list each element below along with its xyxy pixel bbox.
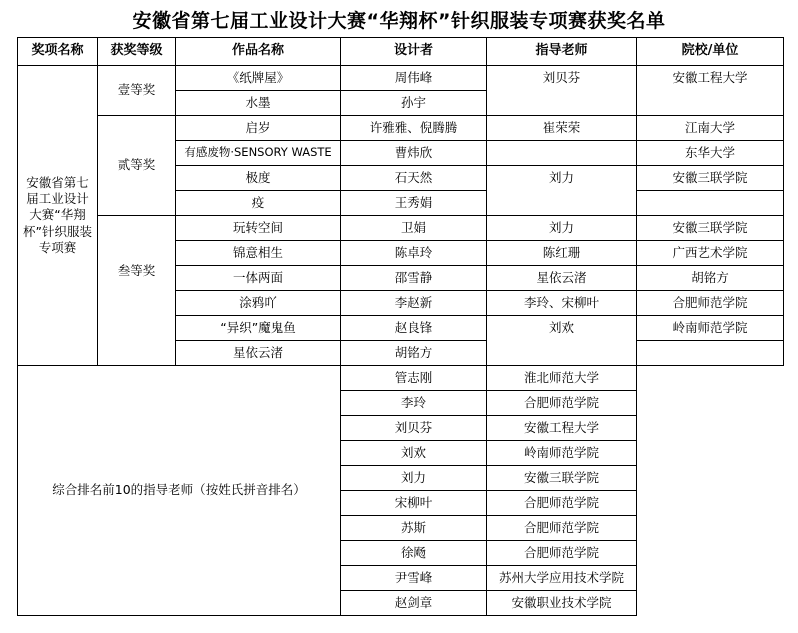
designer-cell: 胡铭方 xyxy=(341,341,487,366)
work-cell: 极度 xyxy=(176,166,341,191)
school-cell: 安徽三联学院 xyxy=(637,216,784,241)
award-level: 叁等奖 xyxy=(98,216,176,366)
school-cell: 岭南师范学院 xyxy=(637,316,784,341)
table-row xyxy=(18,66,784,91)
header-cell: 院校/单位 xyxy=(637,38,784,66)
teacher-cell: 李玲 xyxy=(341,391,487,416)
school-cell: 淮北师范大学 xyxy=(487,366,637,391)
designer-cell: 李赵新 xyxy=(341,291,487,316)
teacher-cell: 徐飏 xyxy=(341,541,487,566)
teacher-cell: 宋柳叶 xyxy=(341,491,487,516)
award-table xyxy=(17,37,784,616)
summary-label: 综合排名前10的指导老师（按姓氏拼音排名） xyxy=(18,366,341,616)
school-cell: 江南大学 xyxy=(637,116,784,141)
work-cell: 疫 xyxy=(176,191,341,216)
teacher-cell: 尹雪峰 xyxy=(341,566,487,591)
designer-cell: 曹炜欣 xyxy=(341,141,487,166)
header-cell: 作品名称 xyxy=(176,38,341,66)
school-cell: 合肥师范学院 xyxy=(487,491,637,516)
header-row xyxy=(18,38,784,66)
teacher-cell: 陈红珊 xyxy=(487,241,637,266)
teacher-cell: 崔荣荣 xyxy=(487,116,637,141)
work-cell: 有感废物·SENSORY WASTE xyxy=(176,141,341,166)
school-cell: 合肥师范学院 xyxy=(487,516,637,541)
school-cell: 安徽职业技术学院 xyxy=(487,591,637,616)
teacher-cell: 赵剑章 xyxy=(341,591,487,616)
designer-cell: 孙宇 xyxy=(341,91,487,116)
designer-cell: 许雅雅、倪腾腾 xyxy=(341,116,487,141)
teacher-cell: 苏斯 xyxy=(341,516,487,541)
award-level: 贰等奖 xyxy=(98,116,176,216)
school-cell: 岭南师范学院 xyxy=(487,441,637,466)
school-cell: 胡铭方 xyxy=(637,266,784,291)
school-cell: 苏州大学应用技术学院 xyxy=(487,566,637,591)
header-cell: 设计者 xyxy=(341,38,487,66)
work-cell: 水墨 xyxy=(176,91,341,116)
teacher-cell: 刘力 xyxy=(341,466,487,491)
work-cell: 启岁 xyxy=(176,116,341,141)
school-cell: 东华大学 xyxy=(637,141,784,166)
school-cell: 安徽三联学院 xyxy=(487,466,637,491)
school-cell: 安徽工程大学 xyxy=(487,416,637,441)
header-cell: 获奖等级 xyxy=(98,38,176,66)
table-row xyxy=(18,216,784,241)
school-cell: 广西艺术学院 xyxy=(637,241,784,266)
teacher-cell xyxy=(487,141,637,166)
header-cell: 奖项名称 xyxy=(18,38,98,66)
designer-cell: 周伟峰 xyxy=(341,66,487,91)
table-row xyxy=(18,116,784,141)
teacher-cell: 刘力 xyxy=(487,166,637,216)
teacher-cell: 刘欢 xyxy=(341,441,487,466)
designer-cell: 王秀娟 xyxy=(341,191,487,216)
work-cell: 涂鸦吖 xyxy=(176,291,341,316)
work-cell: 玩转空间 xyxy=(176,216,341,241)
designer-cell: 赵良锋 xyxy=(341,316,487,341)
designer-cell: 石天然 xyxy=(341,166,487,191)
teacher-cell: 刘贝芬 xyxy=(487,66,637,116)
teacher-cell: 刘贝芬 xyxy=(341,416,487,441)
table-row xyxy=(18,366,784,391)
award-level: 壹等奖 xyxy=(98,66,176,116)
designer-cell: 陈卓玲 xyxy=(341,241,487,266)
school-cell: 合肥师范学院 xyxy=(487,541,637,566)
teacher-cell: 管志刚 xyxy=(341,366,487,391)
school-cell xyxy=(637,341,784,366)
teacher-cell: 星依云渚 xyxy=(487,266,637,291)
teacher-cell: 刘欢 xyxy=(487,316,637,366)
competition-name: 安徽省第七届工业设计大赛“华翔杯”针织服装专项赛 xyxy=(18,66,98,366)
page-title: 安徽省第七届工业设计大赛“华翔杯”针织服装专项赛获奖名单 xyxy=(132,10,666,32)
teacher-cell: 李玲、宋柳叶 xyxy=(487,291,637,316)
work-cell: 《纸牌屋》 xyxy=(176,66,341,91)
school-cell: 安徽工程大学 xyxy=(637,66,784,116)
work-cell: 锦意相生 xyxy=(176,241,341,266)
designer-cell: 卫娟 xyxy=(341,216,487,241)
work-cell: 一体两面 xyxy=(176,266,341,291)
header-cell: 指导老师 xyxy=(487,38,637,66)
school-cell xyxy=(637,191,784,216)
work-cell: “异织”魔鬼鱼 xyxy=(176,316,341,341)
school-cell: 合肥师范学院 xyxy=(487,391,637,416)
school-cell: 合肥师范学院 xyxy=(637,291,784,316)
school-cell: 安徽三联学院 xyxy=(637,166,784,191)
teacher-cell: 刘力 xyxy=(487,216,637,241)
work-cell: 星依云渚 xyxy=(176,341,341,366)
designer-cell: 邵雪静 xyxy=(341,266,487,291)
